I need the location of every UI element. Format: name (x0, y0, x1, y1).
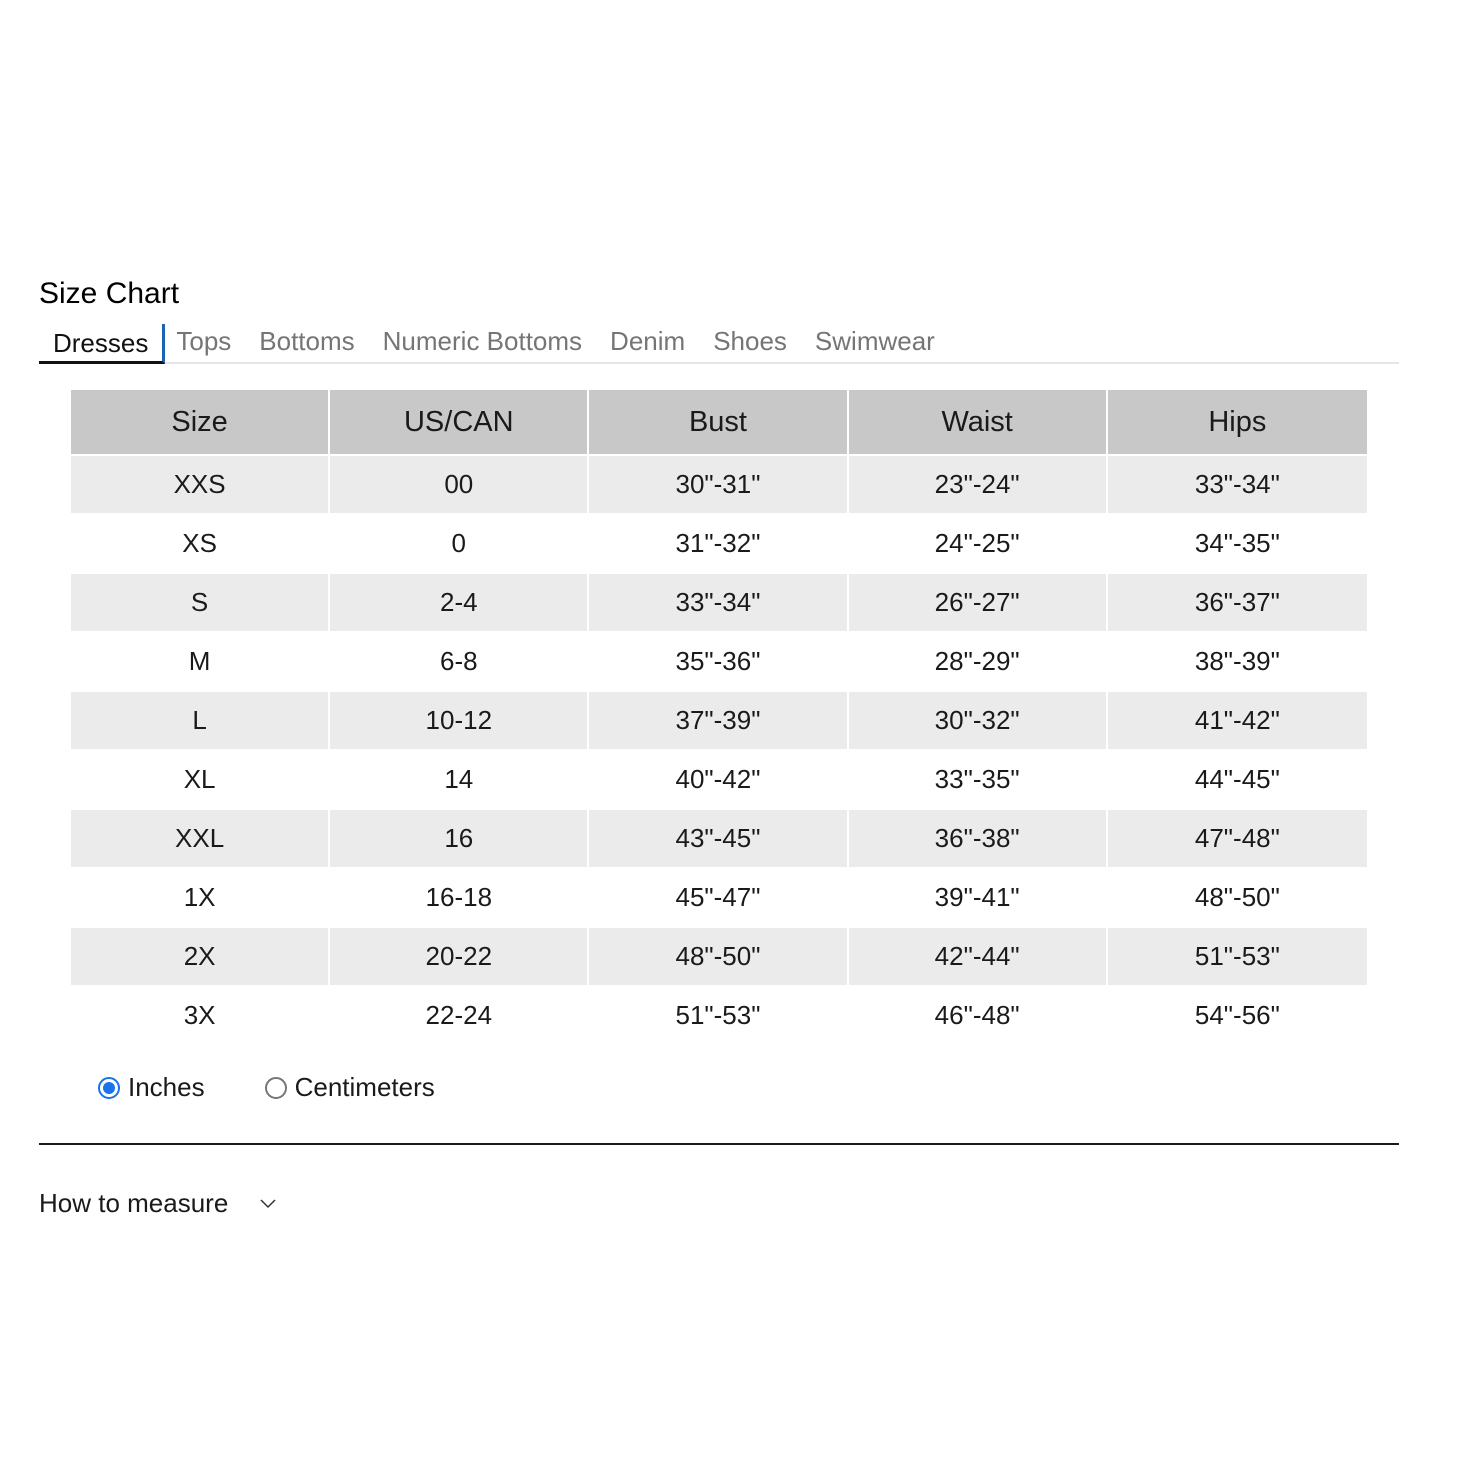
cell-us-can: 10-12 (330, 692, 589, 751)
unit-option-inches[interactable] (98, 1072, 205, 1103)
column-header-waist: Waist (849, 390, 1108, 456)
cell-waist: 33"-35" (849, 751, 1108, 810)
cell-size: 2X (71, 928, 330, 987)
cell-us-can: 00 (330, 456, 589, 515)
cell-waist: 26"-27" (849, 574, 1108, 633)
cell-us-can: 16-18 (330, 869, 589, 928)
tab-dresses[interactable]: Dresses (39, 324, 165, 364)
table-body (71, 456, 1367, 1046)
tab-numeric-bottoms[interactable]: Numeric Bottoms (382, 326, 583, 356)
cell-size: 3X (71, 987, 330, 1046)
cell-size: 1X (71, 869, 330, 928)
cell-hips: 33"-34" (1108, 456, 1367, 515)
cell-hips: 34"-35" (1108, 515, 1367, 574)
inches-label: Inches (128, 1072, 205, 1102)
cell-waist: 28"-29" (849, 633, 1108, 692)
column-header-hips: Hips (1108, 390, 1367, 456)
tab-tops[interactable]: Tops (176, 326, 232, 356)
table-row (71, 810, 1367, 869)
section-divider (39, 1143, 1399, 1145)
cell-hips: 48"-50" (1108, 869, 1367, 928)
cell-waist: 39"-41" (849, 869, 1108, 928)
column-header-size: Size (71, 390, 330, 456)
table-row (71, 456, 1367, 515)
cell-us-can: 0 (330, 515, 589, 574)
table-row (71, 574, 1367, 633)
cell-waist: 42"-44" (849, 928, 1108, 987)
cell-us-can: 16 (330, 810, 589, 869)
cell-hips: 44"-45" (1108, 751, 1367, 810)
tab-bottoms[interactable]: Bottoms (259, 326, 355, 356)
cell-size: M (71, 633, 330, 692)
cell-waist: 46"-48" (849, 987, 1108, 1046)
cell-bust: 40"-42" (589, 751, 848, 810)
tab-denim[interactable]: Denim (610, 326, 686, 356)
inches-radio[interactable] (98, 1077, 120, 1099)
cell-bust: 43"-45" (589, 810, 848, 869)
column-header-bust: Bust (589, 390, 848, 456)
chevron-down-icon (260, 1199, 276, 1209)
table-row (71, 751, 1367, 810)
how-to-measure-label: How to measure (39, 1188, 229, 1218)
cell-waist: 30"-32" (849, 692, 1108, 751)
table-row (71, 928, 1367, 987)
unit-selector (98, 1072, 435, 1103)
size-table (71, 390, 1367, 1046)
cell-bust: 51"-53" (589, 987, 848, 1046)
cell-size: L (71, 692, 330, 751)
centimeters-label: Centimeters (294, 1072, 435, 1102)
cell-us-can: 6-8 (330, 633, 589, 692)
cell-bust: 31"-32" (589, 515, 848, 574)
cell-waist: 24"-25" (849, 515, 1108, 574)
cell-bust: 30"-31" (589, 456, 848, 515)
cell-hips: 36"-37" (1108, 574, 1367, 633)
cell-bust: 35"-36" (589, 633, 848, 692)
tab-shoes[interactable]: Shoes (713, 326, 787, 356)
cell-hips: 51"-53" (1108, 928, 1367, 987)
cell-size: XXS (71, 456, 330, 515)
cell-bust: 37"-39" (589, 692, 848, 751)
cell-hips: 38"-39" (1108, 633, 1367, 692)
table-row (71, 515, 1367, 574)
page-title: Size Chart (39, 277, 180, 310)
cell-hips: 47"-48" (1108, 810, 1367, 869)
how-to-measure-toggle[interactable] (39, 1188, 276, 1219)
table-header-row (71, 390, 1367, 456)
cell-bust: 45"-47" (589, 869, 848, 928)
cell-waist: 23"-24" (849, 456, 1108, 515)
table-row (71, 987, 1367, 1046)
table-row (71, 633, 1367, 692)
cell-bust: 48"-50" (589, 928, 848, 987)
size-category-tabs (39, 318, 1399, 364)
cell-size: XS (71, 515, 330, 574)
unit-option-centimeters[interactable] (265, 1072, 435, 1103)
cell-size: XXL (71, 810, 330, 869)
tab-swimwear[interactable]: Swimwear (814, 326, 935, 356)
table-row (71, 869, 1367, 928)
cell-us-can: 14 (330, 751, 589, 810)
centimeters-radio[interactable] (265, 1077, 287, 1099)
cell-us-can: 20-22 (330, 928, 589, 987)
table-row (71, 692, 1367, 751)
cell-us-can: 22-24 (330, 987, 589, 1046)
cell-us-can: 2-4 (330, 574, 589, 633)
cell-bust: 33"-34" (589, 574, 848, 633)
cell-waist: 36"-38" (849, 810, 1108, 869)
cell-hips: 41"-42" (1108, 692, 1367, 751)
cell-hips: 54"-56" (1108, 987, 1367, 1046)
size-chart-panel (39, 276, 1399, 1218)
cell-size: S (71, 574, 330, 633)
column-header-us-can: US/CAN (330, 390, 589, 456)
cell-size: XL (71, 751, 330, 810)
